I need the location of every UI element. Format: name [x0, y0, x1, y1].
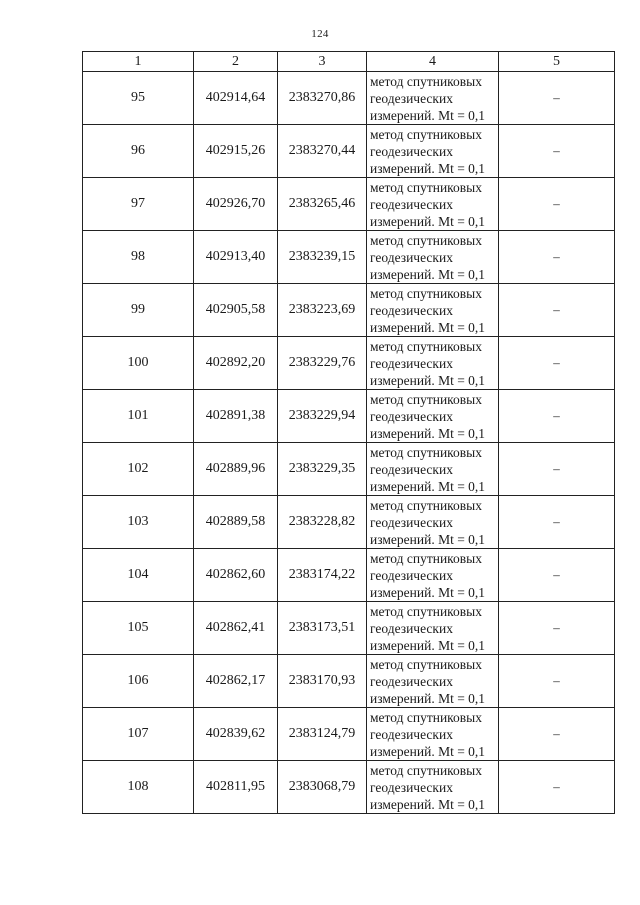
method-line-3: измерений. Mt = 0,1 [370, 160, 486, 176]
point-number-cell: 105 [83, 602, 194, 655]
method-cell [367, 708, 499, 761]
method-line-1: метод спутниковых [370, 232, 482, 248]
point-number-cell: 108 [83, 761, 194, 814]
point-number-cell: 99 [83, 284, 194, 337]
y-coordinate-cell: 2383270,44 [278, 125, 367, 178]
method-line-2: геодезических [370, 90, 453, 106]
table-row [83, 390, 615, 443]
x-coordinate-cell: 402889,58 [194, 496, 278, 549]
method-line-1: метод спутниковых [370, 391, 482, 407]
method-line-3: измерений. Mt = 0,1 [370, 213, 486, 229]
table-row [83, 655, 615, 708]
method-line-3: измерений. Mt = 0,1 [370, 266, 486, 282]
method-line-2: геодезических [370, 355, 453, 371]
y-coordinate-cell: 2383229,76 [278, 337, 367, 390]
column-5-cell: – [499, 708, 615, 761]
method-line-1: метод спутниковых [370, 550, 482, 566]
point-number-cell: 101 [83, 390, 194, 443]
method-line-1: метод спутниковых [370, 285, 482, 301]
method-cell [367, 337, 499, 390]
column-header-4: 4 [367, 52, 499, 72]
method-cell [367, 496, 499, 549]
method-line-1: метод спутниковых [370, 179, 482, 195]
method-line-2: геодезических [370, 408, 453, 424]
method-line-3: измерений. Mt = 0,1 [370, 372, 486, 388]
table-row [83, 602, 615, 655]
y-coordinate-cell: 2383228,82 [278, 496, 367, 549]
method-line-2: геодезических [370, 726, 453, 742]
point-number-cell: 106 [83, 655, 194, 708]
method-line-3: измерений. Mt = 0,1 [370, 743, 486, 759]
column-5-cell: – [499, 549, 615, 602]
x-coordinate-cell: 402892,20 [194, 337, 278, 390]
y-coordinate-cell: 2383068,79 [278, 761, 367, 814]
x-coordinate-cell: 402811,95 [194, 761, 278, 814]
y-coordinate-cell: 2383229,35 [278, 443, 367, 496]
method-cell [367, 125, 499, 178]
method-line-2: геодезических [370, 779, 453, 795]
method-line-3: измерений. Mt = 0,1 [370, 584, 486, 600]
y-coordinate-cell: 2383270,86 [278, 72, 367, 125]
method-cell [367, 390, 499, 443]
table-row [83, 708, 615, 761]
column-header-3: 3 [278, 52, 367, 72]
method-cell [367, 231, 499, 284]
y-coordinate-cell: 2383239,15 [278, 231, 367, 284]
point-number-cell: 102 [83, 443, 194, 496]
y-coordinate-cell: 2383124,79 [278, 708, 367, 761]
point-number-cell: 97 [83, 178, 194, 231]
column-5-cell: – [499, 443, 615, 496]
point-number-cell: 100 [83, 337, 194, 390]
x-coordinate-cell: 402862,17 [194, 655, 278, 708]
method-line-1: метод спутниковых [370, 73, 482, 89]
method-line-3: измерений. Mt = 0,1 [370, 478, 486, 494]
x-coordinate-cell: 402839,62 [194, 708, 278, 761]
x-coordinate-cell: 402862,41 [194, 602, 278, 655]
column-5-cell: – [499, 655, 615, 708]
method-line-2: геодезических [370, 302, 453, 318]
y-coordinate-cell: 2383173,51 [278, 602, 367, 655]
column-5-cell: – [499, 284, 615, 337]
method-cell [367, 761, 499, 814]
column-5-cell: – [499, 390, 615, 443]
method-line-2: геодезических [370, 673, 453, 689]
method-line-1: метод спутниковых [370, 656, 482, 672]
method-line-1: метод спутниковых [370, 126, 482, 142]
y-coordinate-cell: 2383174,22 [278, 549, 367, 602]
method-cell [367, 72, 499, 125]
method-cell [367, 284, 499, 337]
y-coordinate-cell: 2383170,93 [278, 655, 367, 708]
column-header-2: 2 [194, 52, 278, 72]
table-row [83, 231, 615, 284]
y-coordinate-cell: 2383229,94 [278, 390, 367, 443]
table-row [83, 178, 615, 231]
column-5-cell: – [499, 178, 615, 231]
method-cell [367, 549, 499, 602]
method-line-3: измерений. Mt = 0,1 [370, 637, 486, 653]
method-line-1: метод спутниковых [370, 603, 482, 619]
column-5-cell: – [499, 72, 615, 125]
table-row [83, 284, 615, 337]
coordinates-table [82, 51, 615, 814]
column-5-cell: – [499, 125, 615, 178]
table-row [83, 761, 615, 814]
column-5-cell: – [499, 602, 615, 655]
method-line-2: геодезических [370, 461, 453, 477]
x-coordinate-cell: 402889,96 [194, 443, 278, 496]
method-line-2: геодезических [370, 249, 453, 265]
method-line-2: геодезических [370, 620, 453, 636]
column-5-cell: – [499, 761, 615, 814]
method-line-1: метод спутниковых [370, 497, 482, 513]
method-line-1: метод спутниковых [370, 762, 482, 778]
y-coordinate-cell: 2383223,69 [278, 284, 367, 337]
x-coordinate-cell: 402926,70 [194, 178, 278, 231]
method-line-1: метод спутниковых [370, 444, 482, 460]
column-header-5: 5 [499, 52, 615, 72]
table-row [83, 337, 615, 390]
method-line-3: измерений. Mt = 0,1 [370, 319, 486, 335]
table-row [83, 549, 615, 602]
point-number-cell: 96 [83, 125, 194, 178]
point-number-cell: 95 [83, 72, 194, 125]
method-line-1: метод спутниковых [370, 338, 482, 354]
table-row [83, 443, 615, 496]
method-line-3: измерений. Mt = 0,1 [370, 796, 486, 812]
method-cell [367, 655, 499, 708]
method-line-3: измерений. Mt = 0,1 [370, 690, 486, 706]
table-header-row [83, 52, 615, 72]
point-number-cell: 98 [83, 231, 194, 284]
method-line-2: геодезических [370, 196, 453, 212]
page-number: 124 [311, 28, 329, 40]
method-cell [367, 443, 499, 496]
point-number-cell: 103 [83, 496, 194, 549]
x-coordinate-cell: 402915,26 [194, 125, 278, 178]
column-5-cell: – [499, 337, 615, 390]
x-coordinate-cell: 402913,40 [194, 231, 278, 284]
method-line-3: измерений. Mt = 0,1 [370, 531, 486, 547]
method-cell [367, 602, 499, 655]
point-number-cell: 104 [83, 549, 194, 602]
table-row [83, 72, 615, 125]
x-coordinate-cell: 402862,60 [194, 549, 278, 602]
y-coordinate-cell: 2383265,46 [278, 178, 367, 231]
column-5-cell: – [499, 231, 615, 284]
table-row [83, 125, 615, 178]
x-coordinate-cell: 402905,58 [194, 284, 278, 337]
column-header-1: 1 [83, 52, 194, 72]
x-coordinate-cell: 402914,64 [194, 72, 278, 125]
method-line-2: геодезических [370, 514, 453, 530]
table-body [83, 72, 615, 814]
table-row [83, 496, 615, 549]
method-line-2: геодезических [370, 567, 453, 583]
method-line-3: измерений. Mt = 0,1 [370, 425, 486, 441]
method-cell [367, 178, 499, 231]
point-number-cell: 107 [83, 708, 194, 761]
method-line-2: геодезических [370, 143, 453, 159]
x-coordinate-cell: 402891,38 [194, 390, 278, 443]
method-line-3: измерений. Mt = 0,1 [370, 107, 486, 123]
method-line-1: метод спутниковых [370, 709, 482, 725]
column-5-cell: – [499, 496, 615, 549]
